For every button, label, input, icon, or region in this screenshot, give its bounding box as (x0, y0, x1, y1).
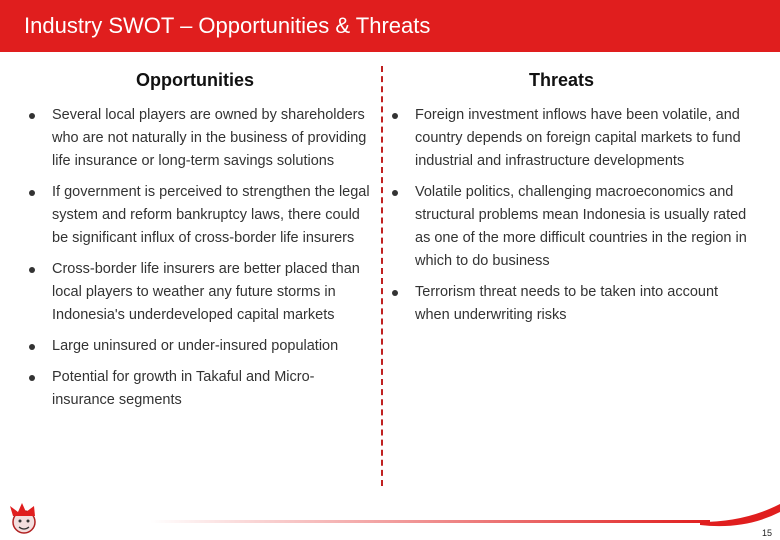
page-number: 15 (761, 528, 772, 538)
title-bar (0, 0, 780, 52)
mascot-logo-icon (4, 500, 46, 540)
bullet-dot-icon (392, 113, 398, 119)
list-item: Several local players are owned by shareholders who are not naturally in the business of providing life insurance or long-term savings solutions (24, 104, 372, 173)
bullet-dot-icon (29, 375, 35, 381)
list-item: Foreign investment inflows have been volatile, and country depends on foreign capital markets to fund industrial and infrastructure developments (387, 104, 753, 173)
bullet-dot-icon (29, 113, 35, 119)
list-item: Potential for growth in Takaful and Micro-insurance segments (24, 366, 372, 412)
list-item: Large uninsured or under-insured population (24, 335, 372, 358)
bullet-dot-icon (392, 190, 398, 196)
bullet-dot-icon (29, 190, 35, 196)
column-divider (381, 66, 383, 486)
opportunities-list (24, 104, 372, 412)
bullet-dot-icon (29, 267, 35, 273)
bullet-dot-icon (392, 290, 398, 296)
bullet-dot-icon (29, 344, 35, 350)
footer-line (150, 520, 710, 523)
list-item: Terrorism threat needs to be taken into account when underwriting risks (387, 281, 753, 327)
opportunities-heading: Opportunities (136, 70, 254, 90)
list-item: Cross-border life insurers are better placed than local players to weather any future storms in Indonesia's underdeveloped capital markets (24, 258, 372, 327)
list-item: If government is perceived to strengthen the legal system and reform bankruptcy laws, there could be significant influx of cross-border life insurers (24, 181, 372, 250)
list-item: Volatile politics, challenging macroeconomics and structural problems mean Indonesia is usually rated as one of the more difficult countries in the region in which to do business (387, 181, 753, 273)
threats-heading: Threats (529, 70, 595, 90)
slide-title: Industry SWOT – Opportunities & Threats (24, 13, 431, 38)
threats-list (387, 104, 753, 327)
